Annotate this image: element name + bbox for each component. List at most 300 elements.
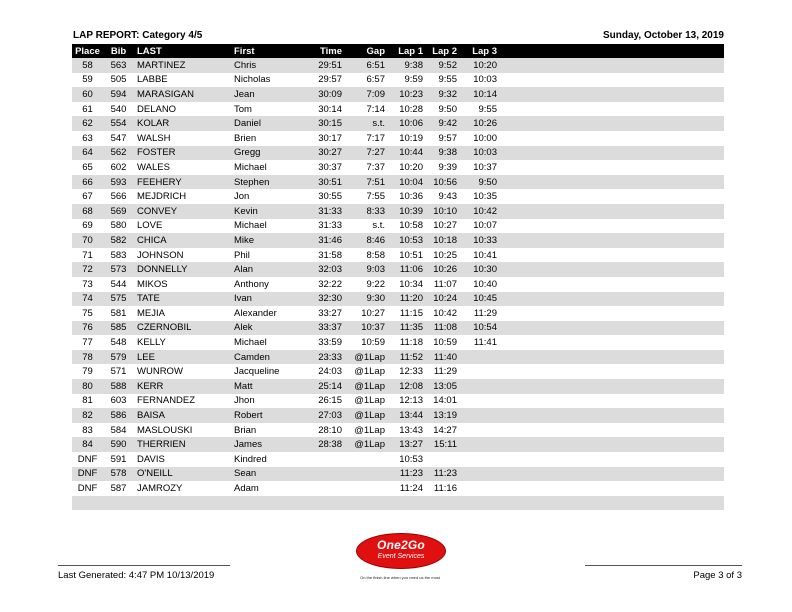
cell-place: 60: [72, 87, 103, 102]
cell-place: DNF: [72, 467, 103, 482]
cell-last: MARTINEZ: [134, 58, 234, 73]
cell-last: JOHNSON: [134, 248, 234, 263]
table-row: [72, 379, 724, 394]
table-row: [72, 175, 724, 190]
cell-bib: 547: [103, 131, 134, 146]
cell-spacer: [501, 437, 724, 452]
cell-last: FEEHERY: [134, 175, 234, 190]
cell-lap1: 12:33: [389, 364, 427, 379]
col-header-spacer: [501, 44, 724, 58]
cell-gap: [346, 481, 389, 496]
cell-bib: 563: [103, 58, 134, 73]
cell-lap3: 10:03: [461, 73, 501, 88]
cell-last: THERRIEN: [134, 437, 234, 452]
cell-lap1: 10:34: [389, 277, 427, 292]
cell-lap1: 12:13: [389, 394, 427, 409]
cell-lap1: 11:52: [389, 350, 427, 365]
col-header-last: LAST: [134, 44, 234, 58]
col-header-lap1: Lap 1: [389, 44, 427, 58]
cell-first: Kindred: [234, 452, 302, 467]
cell-lap1: 10:36: [389, 189, 427, 204]
cell-spacer: [501, 394, 724, 409]
cell-spacer: [501, 87, 724, 102]
cell-bib: 540: [103, 102, 134, 117]
cell-place: 72: [72, 262, 103, 277]
cell-first: Matt: [234, 379, 302, 394]
col-header-gap: Gap: [346, 44, 389, 58]
cell-first: Camden: [234, 350, 302, 365]
cell-last: MASLOUSKI: [134, 423, 234, 438]
table-row: [72, 437, 724, 452]
one2go-logo: [356, 533, 446, 569]
cell-lap2: [427, 496, 461, 511]
cell-first: Alan: [234, 262, 302, 277]
cell-first: Nicholas: [234, 73, 302, 88]
cell-first: Brien: [234, 131, 302, 146]
table-row: [72, 102, 724, 117]
cell-lap1: [389, 496, 427, 511]
cell-spacer: [501, 306, 724, 321]
cell-gap: [346, 467, 389, 482]
cell-place: 76: [72, 321, 103, 336]
col-header-time: Time: [302, 44, 346, 58]
cell-spacer: [501, 335, 724, 350]
cell-lap3: 10:03: [461, 146, 501, 161]
cell-place: 67: [72, 189, 103, 204]
cell-bib: 603: [103, 394, 134, 409]
cell-lap3: 10:30: [461, 262, 501, 277]
cell-lap3: 9:50: [461, 175, 501, 190]
cell-spacer: [501, 248, 724, 263]
cell-lap1: 10:53: [389, 452, 427, 467]
cell-time: 30:55: [302, 189, 346, 204]
cell-place: 69: [72, 219, 103, 234]
cell-lap3: 10:35: [461, 189, 501, 204]
cell-spacer: [501, 233, 724, 248]
cell-time: 32:03: [302, 262, 346, 277]
cell-lap3: 9:55: [461, 102, 501, 117]
cell-gap: @1Lap: [346, 364, 389, 379]
table-row: [72, 160, 724, 175]
cell-lap1: 10:58: [389, 219, 427, 234]
cell-lap2: 9:42: [427, 116, 461, 131]
logo-tagline: On the finish line when you need us the most: [360, 575, 440, 580]
cell-first: Jacqueline: [234, 364, 302, 379]
cell-lap1: 12:08: [389, 379, 427, 394]
cell-lap2: 10:18: [427, 233, 461, 248]
cell-lap2: 11:08: [427, 321, 461, 336]
cell-place: 75: [72, 306, 103, 321]
cell-lap3: 10:07: [461, 219, 501, 234]
cell-spacer: [501, 452, 724, 467]
cell-time: 30:14: [302, 102, 346, 117]
cell-place: DNF: [72, 452, 103, 467]
report-title: LAP REPORT: Category 4/5: [73, 30, 203, 41]
cell-lap2: 14:27: [427, 423, 461, 438]
cell-lap1: 13:27: [389, 437, 427, 452]
cell-spacer: [501, 423, 724, 438]
cell-lap2: [427, 452, 461, 467]
cell-place: 64: [72, 146, 103, 161]
cell-lap3: 10:14: [461, 87, 501, 102]
col-header-lap3: Lap 3: [461, 44, 501, 58]
cell-time: 30:37: [302, 160, 346, 175]
cell-lap3: 10:41: [461, 248, 501, 263]
cell-place: 82: [72, 408, 103, 423]
cell-place: 65: [72, 160, 103, 175]
cell-last: FOSTER: [134, 146, 234, 161]
cell-gap: 9:03: [346, 262, 389, 277]
cell-time: 30:09: [302, 87, 346, 102]
cell-first: Ivan: [234, 292, 302, 307]
table-row: [72, 219, 724, 234]
cell-lap2: 11:23: [427, 467, 461, 482]
cell-last: TATE: [134, 292, 234, 307]
cell-place: 84: [72, 437, 103, 452]
cell-lap1: 11:35: [389, 321, 427, 336]
cell-gap: 10:37: [346, 321, 389, 336]
table-row: [72, 292, 724, 307]
cell-lap2: 10:42: [427, 306, 461, 321]
cell-lap3: 11:41: [461, 335, 501, 350]
cell-last: DELANO: [134, 102, 234, 117]
cell-last: LABBE: [134, 73, 234, 88]
cell-bib: 571: [103, 364, 134, 379]
cell-last: DONNELLY: [134, 262, 234, 277]
cell-bib: 578: [103, 467, 134, 482]
cell-last: KERR: [134, 379, 234, 394]
cell-first: Sean: [234, 467, 302, 482]
cell-lap1: 11:06: [389, 262, 427, 277]
cell-spacer: [501, 160, 724, 175]
cell-first: Adam: [234, 481, 302, 496]
cell-spacer: [501, 364, 724, 379]
cell-lap3: 10:42: [461, 204, 501, 219]
table-row: [72, 394, 724, 409]
cell-last: CONVEY: [134, 204, 234, 219]
cell-last: O'NEILL: [134, 467, 234, 482]
cell-bib: 583: [103, 248, 134, 263]
cell-lap2: 9:50: [427, 102, 461, 117]
cell-bib: 588: [103, 379, 134, 394]
table-row: [72, 408, 724, 423]
cell-last: FERNANDEZ: [134, 394, 234, 409]
cell-lap2: 15:11: [427, 437, 461, 452]
cell-place: 68: [72, 204, 103, 219]
cell-place: DNF: [72, 481, 103, 496]
table-row: [72, 306, 724, 321]
cell-spacer: [501, 131, 724, 146]
cell-last: CZERNOBIL: [134, 321, 234, 336]
cell-bib: 594: [103, 87, 134, 102]
cell-gap: 8:58: [346, 248, 389, 263]
cell-gap: 6:51: [346, 58, 389, 73]
cell-time: 25:14: [302, 379, 346, 394]
cell-first: Anthony: [234, 277, 302, 292]
table-row: [72, 350, 724, 365]
cell-first: Stephen: [234, 175, 302, 190]
cell-first: Mike: [234, 233, 302, 248]
cell-place: 71: [72, 248, 103, 263]
cell-gap: 7:37: [346, 160, 389, 175]
cell-spacer: [501, 58, 724, 73]
cell-lap2: 9:38: [427, 146, 461, 161]
cell-lap1: 10:44: [389, 146, 427, 161]
cell-lap3: [461, 496, 501, 511]
table-row: [72, 58, 724, 73]
cell-first: Daniel: [234, 116, 302, 131]
cell-place: 77: [72, 335, 103, 350]
cell-gap: @1Lap: [346, 350, 389, 365]
cell-lap3: 11:29: [461, 306, 501, 321]
cell-place: 81: [72, 394, 103, 409]
cell-bib: 581: [103, 306, 134, 321]
cell-last: MEJDRICH: [134, 189, 234, 204]
lap-report-table: [72, 44, 724, 510]
cell-spacer: [501, 481, 724, 496]
cell-first: Alexander: [234, 306, 302, 321]
cell-gap: @1Lap: [346, 379, 389, 394]
cell-gap: 6:57: [346, 73, 389, 88]
cell-time: 30:17: [302, 131, 346, 146]
cell-spacer: [501, 116, 724, 131]
cell-bib: 544: [103, 277, 134, 292]
cell-last: [134, 496, 234, 511]
cell-lap3: 10:37: [461, 160, 501, 175]
cell-time: [302, 481, 346, 496]
col-header-lap2: Lap 2: [427, 44, 461, 58]
table-body: [72, 58, 724, 510]
cell-time: 32:22: [302, 277, 346, 292]
cell-time: 30:15: [302, 116, 346, 131]
cell-last: CHICA: [134, 233, 234, 248]
cell-gap: 10:59: [346, 335, 389, 350]
cell-spacer: [501, 496, 724, 511]
table-row: [72, 248, 724, 263]
cell-lap3: 10:33: [461, 233, 501, 248]
cell-gap: @1Lap: [346, 437, 389, 452]
cell-lap1: 10:20: [389, 160, 427, 175]
cell-lap2: 13:05: [427, 379, 461, 394]
cell-gap: @1Lap: [346, 408, 389, 423]
cell-time: 32:30: [302, 292, 346, 307]
cell-bib: [103, 496, 134, 511]
logo-text: One2Go: [377, 538, 425, 552]
cell-bib: 579: [103, 350, 134, 365]
cell-last: JAMROZY: [134, 481, 234, 496]
cell-first: Jhon: [234, 394, 302, 409]
cell-lap3: [461, 364, 501, 379]
cell-spacer: [501, 321, 724, 336]
cell-gap: s.t.: [346, 219, 389, 234]
page-number: Page 3 of 3: [693, 570, 742, 581]
cell-bib: 584: [103, 423, 134, 438]
cell-time: 31:33: [302, 204, 346, 219]
cell-gap: 7:51: [346, 175, 389, 190]
cell-time: [302, 452, 346, 467]
cell-bib: 562: [103, 146, 134, 161]
cell-first: Robert: [234, 408, 302, 423]
cell-lap1: 10:04: [389, 175, 427, 190]
cell-bib: 554: [103, 116, 134, 131]
table-row: [72, 189, 724, 204]
cell-gap: @1Lap: [346, 423, 389, 438]
cell-first: Alek: [234, 321, 302, 336]
cell-bib: 548: [103, 335, 134, 350]
cell-spacer: [501, 408, 724, 423]
col-header-place: Place: [72, 44, 103, 58]
cell-gap: @1Lap: [346, 394, 389, 409]
cell-bib: 582: [103, 233, 134, 248]
cell-lap2: 10:26: [427, 262, 461, 277]
cell-lap3: [461, 394, 501, 409]
cell-place: 62: [72, 116, 103, 131]
col-header-first: First: [234, 44, 302, 58]
cell-lap2: 9:52: [427, 58, 461, 73]
cell-spacer: [501, 262, 724, 277]
cell-place: 79: [72, 364, 103, 379]
cell-time: 33:27: [302, 306, 346, 321]
cell-lap3: [461, 437, 501, 452]
table-row: [72, 277, 724, 292]
cell-time: 31:46: [302, 233, 346, 248]
cell-spacer: [501, 189, 724, 204]
cell-lap2: 9:43: [427, 189, 461, 204]
cell-lap1: 9:59: [389, 73, 427, 88]
cell-first: Kevin: [234, 204, 302, 219]
cell-lap2: 9:57: [427, 131, 461, 146]
cell-lap2: 13:19: [427, 408, 461, 423]
table-header-row: [72, 44, 724, 58]
cell-bib: 593: [103, 175, 134, 190]
cell-first: James: [234, 437, 302, 452]
cell-last: WALSH: [134, 131, 234, 146]
cell-lap2: 11:40: [427, 350, 461, 365]
cell-place: 63: [72, 131, 103, 146]
cell-gap: s.t.: [346, 116, 389, 131]
cell-place: 58: [72, 58, 103, 73]
cell-lap3: [461, 452, 501, 467]
cell-lap2: 9:39: [427, 160, 461, 175]
table-row: [72, 73, 724, 88]
cell-spacer: [501, 292, 724, 307]
cell-first: Michael: [234, 160, 302, 175]
cell-bib: 566: [103, 189, 134, 204]
cell-last: LOVE: [134, 219, 234, 234]
cell-last: MIKOS: [134, 277, 234, 292]
cell-first: [234, 496, 302, 511]
cell-lap3: [461, 423, 501, 438]
col-header-bib: Bib: [103, 44, 134, 58]
cell-first: Gregg: [234, 146, 302, 161]
cell-bib: 587: [103, 481, 134, 496]
cell-time: 27:03: [302, 408, 346, 423]
footer-right-rule: [585, 565, 742, 566]
cell-gap: 7:27: [346, 146, 389, 161]
table-row: [72, 87, 724, 102]
table-row: [72, 204, 724, 219]
cell-time: [302, 467, 346, 482]
cell-lap1: 11:24: [389, 481, 427, 496]
cell-lap3: 10:20: [461, 58, 501, 73]
cell-lap3: [461, 408, 501, 423]
table-row: [72, 233, 724, 248]
table-row: [72, 335, 724, 350]
cell-lap3: [461, 467, 501, 482]
cell-first: Tom: [234, 102, 302, 117]
cell-gap: 7:17: [346, 131, 389, 146]
logo-subtext: Event Services: [377, 553, 425, 560]
table-row: [72, 146, 724, 161]
cell-lap1: 10:51: [389, 248, 427, 263]
cell-time: 33:37: [302, 321, 346, 336]
cell-lap2: 11:07: [427, 277, 461, 292]
cell-lap1: 10:39: [389, 204, 427, 219]
cell-gap: [346, 452, 389, 467]
table-row: [72, 452, 724, 467]
cell-spacer: [501, 219, 724, 234]
cell-lap1: 10:28: [389, 102, 427, 117]
table-row: [72, 423, 724, 438]
cell-spacer: [501, 146, 724, 161]
cell-gap: 7:09: [346, 87, 389, 102]
cell-time: 30:51: [302, 175, 346, 190]
cell-lap1: 10:19: [389, 131, 427, 146]
cell-lap2: 10:25: [427, 248, 461, 263]
cell-lap1: 11:15: [389, 306, 427, 321]
cell-bib: 580: [103, 219, 134, 234]
cell-first: Brian: [234, 423, 302, 438]
cell-lap2: 10:24: [427, 292, 461, 307]
cell-lap1: 11:23: [389, 467, 427, 482]
cell-gap: 10:27: [346, 306, 389, 321]
cell-time: 33:59: [302, 335, 346, 350]
cell-last: WUNROW: [134, 364, 234, 379]
table-row: [72, 321, 724, 336]
cell-time: 26:15: [302, 394, 346, 409]
cell-last: LEE: [134, 350, 234, 365]
table-row: [72, 481, 724, 496]
cell-last: KELLY: [134, 335, 234, 350]
cell-lap2: 14:01: [427, 394, 461, 409]
footer-left-rule: [58, 565, 230, 566]
cell-spacer: [501, 379, 724, 394]
cell-last: KOLAR: [134, 116, 234, 131]
cell-spacer: [501, 73, 724, 88]
cell-bib: 569: [103, 204, 134, 219]
cell-lap3: 10:54: [461, 321, 501, 336]
cell-first: Chris: [234, 58, 302, 73]
cell-bib: 505: [103, 73, 134, 88]
cell-lap1: 11:18: [389, 335, 427, 350]
cell-lap1: 11:20: [389, 292, 427, 307]
cell-gap: [346, 496, 389, 511]
cell-first: Jean: [234, 87, 302, 102]
cell-bib: 575: [103, 292, 134, 307]
cell-time: 31:33: [302, 219, 346, 234]
cell-bib: 586: [103, 408, 134, 423]
cell-place: 78: [72, 350, 103, 365]
cell-spacer: [501, 204, 724, 219]
cell-last: MEJIA: [134, 306, 234, 321]
cell-first: Michael: [234, 335, 302, 350]
cell-lap3: 10:45: [461, 292, 501, 307]
cell-place: 74: [72, 292, 103, 307]
cell-time: [302, 496, 346, 511]
cell-lap2: 11:29: [427, 364, 461, 379]
cell-time: 31:58: [302, 248, 346, 263]
cell-last: BAISA: [134, 408, 234, 423]
